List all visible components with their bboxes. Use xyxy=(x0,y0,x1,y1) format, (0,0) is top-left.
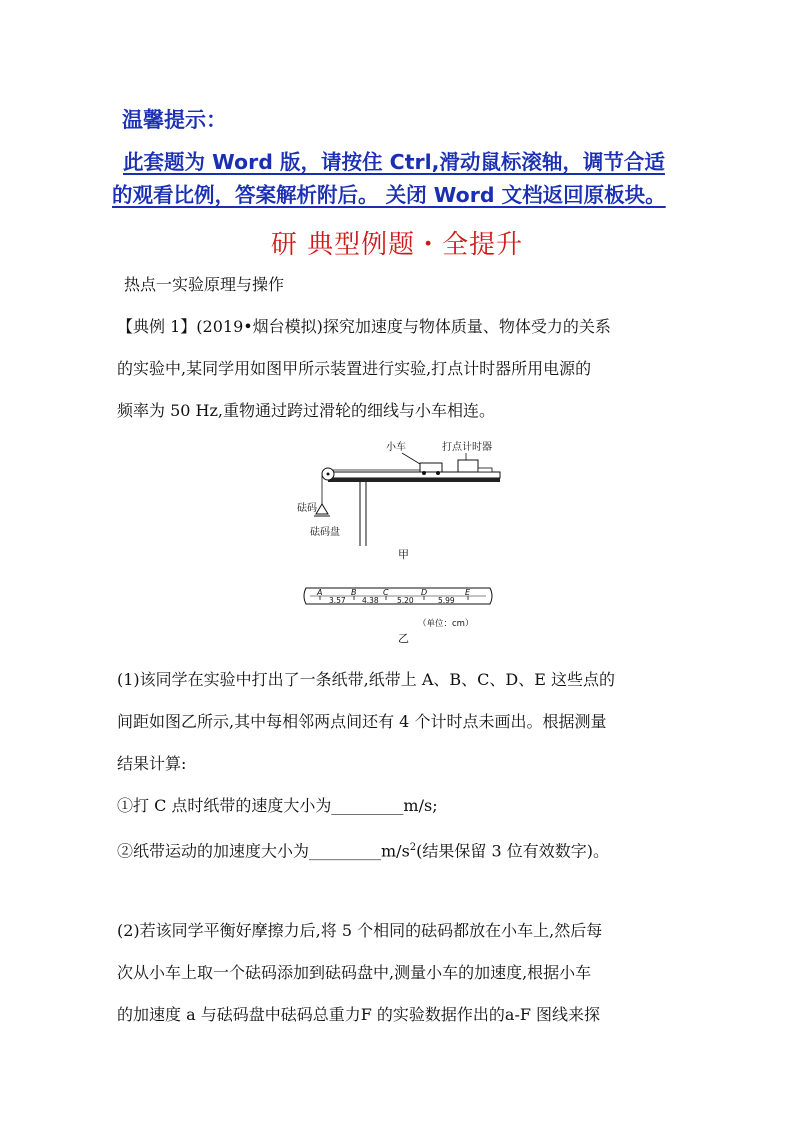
q1-line-1: (1)该同学在实验中打出了一条纸带,纸带上 A、B、C、D、E 这些点的 xyxy=(117,670,615,689)
label-car: 小车 xyxy=(386,442,406,453)
tape-point-a: A xyxy=(317,588,323,597)
example-label: 【典例 1】 xyxy=(117,317,197,336)
notice-line-2: 的观看比例，答案解析附后。 关闭 Word 文档返回原板块。 xyxy=(112,183,666,207)
tape-distance: 5.99 xyxy=(438,596,455,605)
cart xyxy=(420,463,442,472)
track xyxy=(328,472,500,478)
q1-line-2: 间距如图乙所示,其中每相邻两点间还有 4 个计时点未画出。根据测量 xyxy=(117,712,607,731)
tape-point-e: E xyxy=(465,588,471,597)
section-title: 研 典型例题・全提升 xyxy=(270,230,524,260)
tape-point-c: C xyxy=(383,588,389,597)
tape-distance: 5.20 xyxy=(397,596,414,605)
caption-yi: 乙 xyxy=(398,632,409,645)
label-timer: 打点计时器 xyxy=(442,442,492,453)
example-line-2: 的实验中,某同学用如图甲所示装置进行实验,打点计时器所用电源的 xyxy=(117,359,592,378)
q2-line-1: (2)若该同学平衡好摩擦力后,将 5 个相同的砝码都放在小车上,然后每 xyxy=(117,921,603,940)
label-pan: 砝码盘 xyxy=(310,527,340,538)
caption-jia: 甲 xyxy=(398,548,409,561)
q2-line-2: 次从小车上取一个砝码添加到砝码盘中,测量小车的加速度,根据小车 xyxy=(117,963,592,982)
tape-distance: 3.57 xyxy=(329,596,346,605)
tape-point-b: B xyxy=(351,588,357,597)
notice-title: 温馨提示： xyxy=(122,108,227,132)
figure-tape xyxy=(300,584,500,632)
notice-line-1: 此套题为 Word 版，请按住 Ctrl,滑动鼠标滚轴，调节合适 xyxy=(123,150,665,174)
question-1 xyxy=(117,659,692,872)
example-line-3: 频率为 50 Hz,重物通过跨过滑轮的细线与小车相连。 xyxy=(117,401,496,420)
question-2 xyxy=(117,910,692,1036)
q1-line-3: 结果计算: xyxy=(117,754,187,773)
notice-body xyxy=(112,146,692,212)
tape-point-d: D xyxy=(421,588,428,597)
label-weight: 砝码 xyxy=(297,503,317,514)
topic-heading: 热点一实验原理与操作 xyxy=(124,275,285,294)
q2-line-3: 的加速度 a 与砝码盘中砝码总重力F 的实验数据作出的a-F 图线来探 xyxy=(117,1005,601,1024)
q1-sub-2: ②纸带运动的加速度大小为$\_\_\_\_\_\_\_\_\_m/s^2$(结果保留 3 位有效数字)。 xyxy=(117,841,609,861)
timer xyxy=(458,460,478,472)
tape-distance: 4.38 xyxy=(362,596,379,605)
example-line-1: 【典例 1】(2019•烟台模拟)探究加速度与物体质量、物体受力的关系 xyxy=(117,317,611,336)
tape-unit: （单位：cm） xyxy=(418,619,474,629)
example-paragraph xyxy=(117,306,692,432)
weight-pan xyxy=(316,504,328,514)
q1-sub-1: ①打 C 点时纸带的速度大小为_________m/s; xyxy=(117,796,438,815)
